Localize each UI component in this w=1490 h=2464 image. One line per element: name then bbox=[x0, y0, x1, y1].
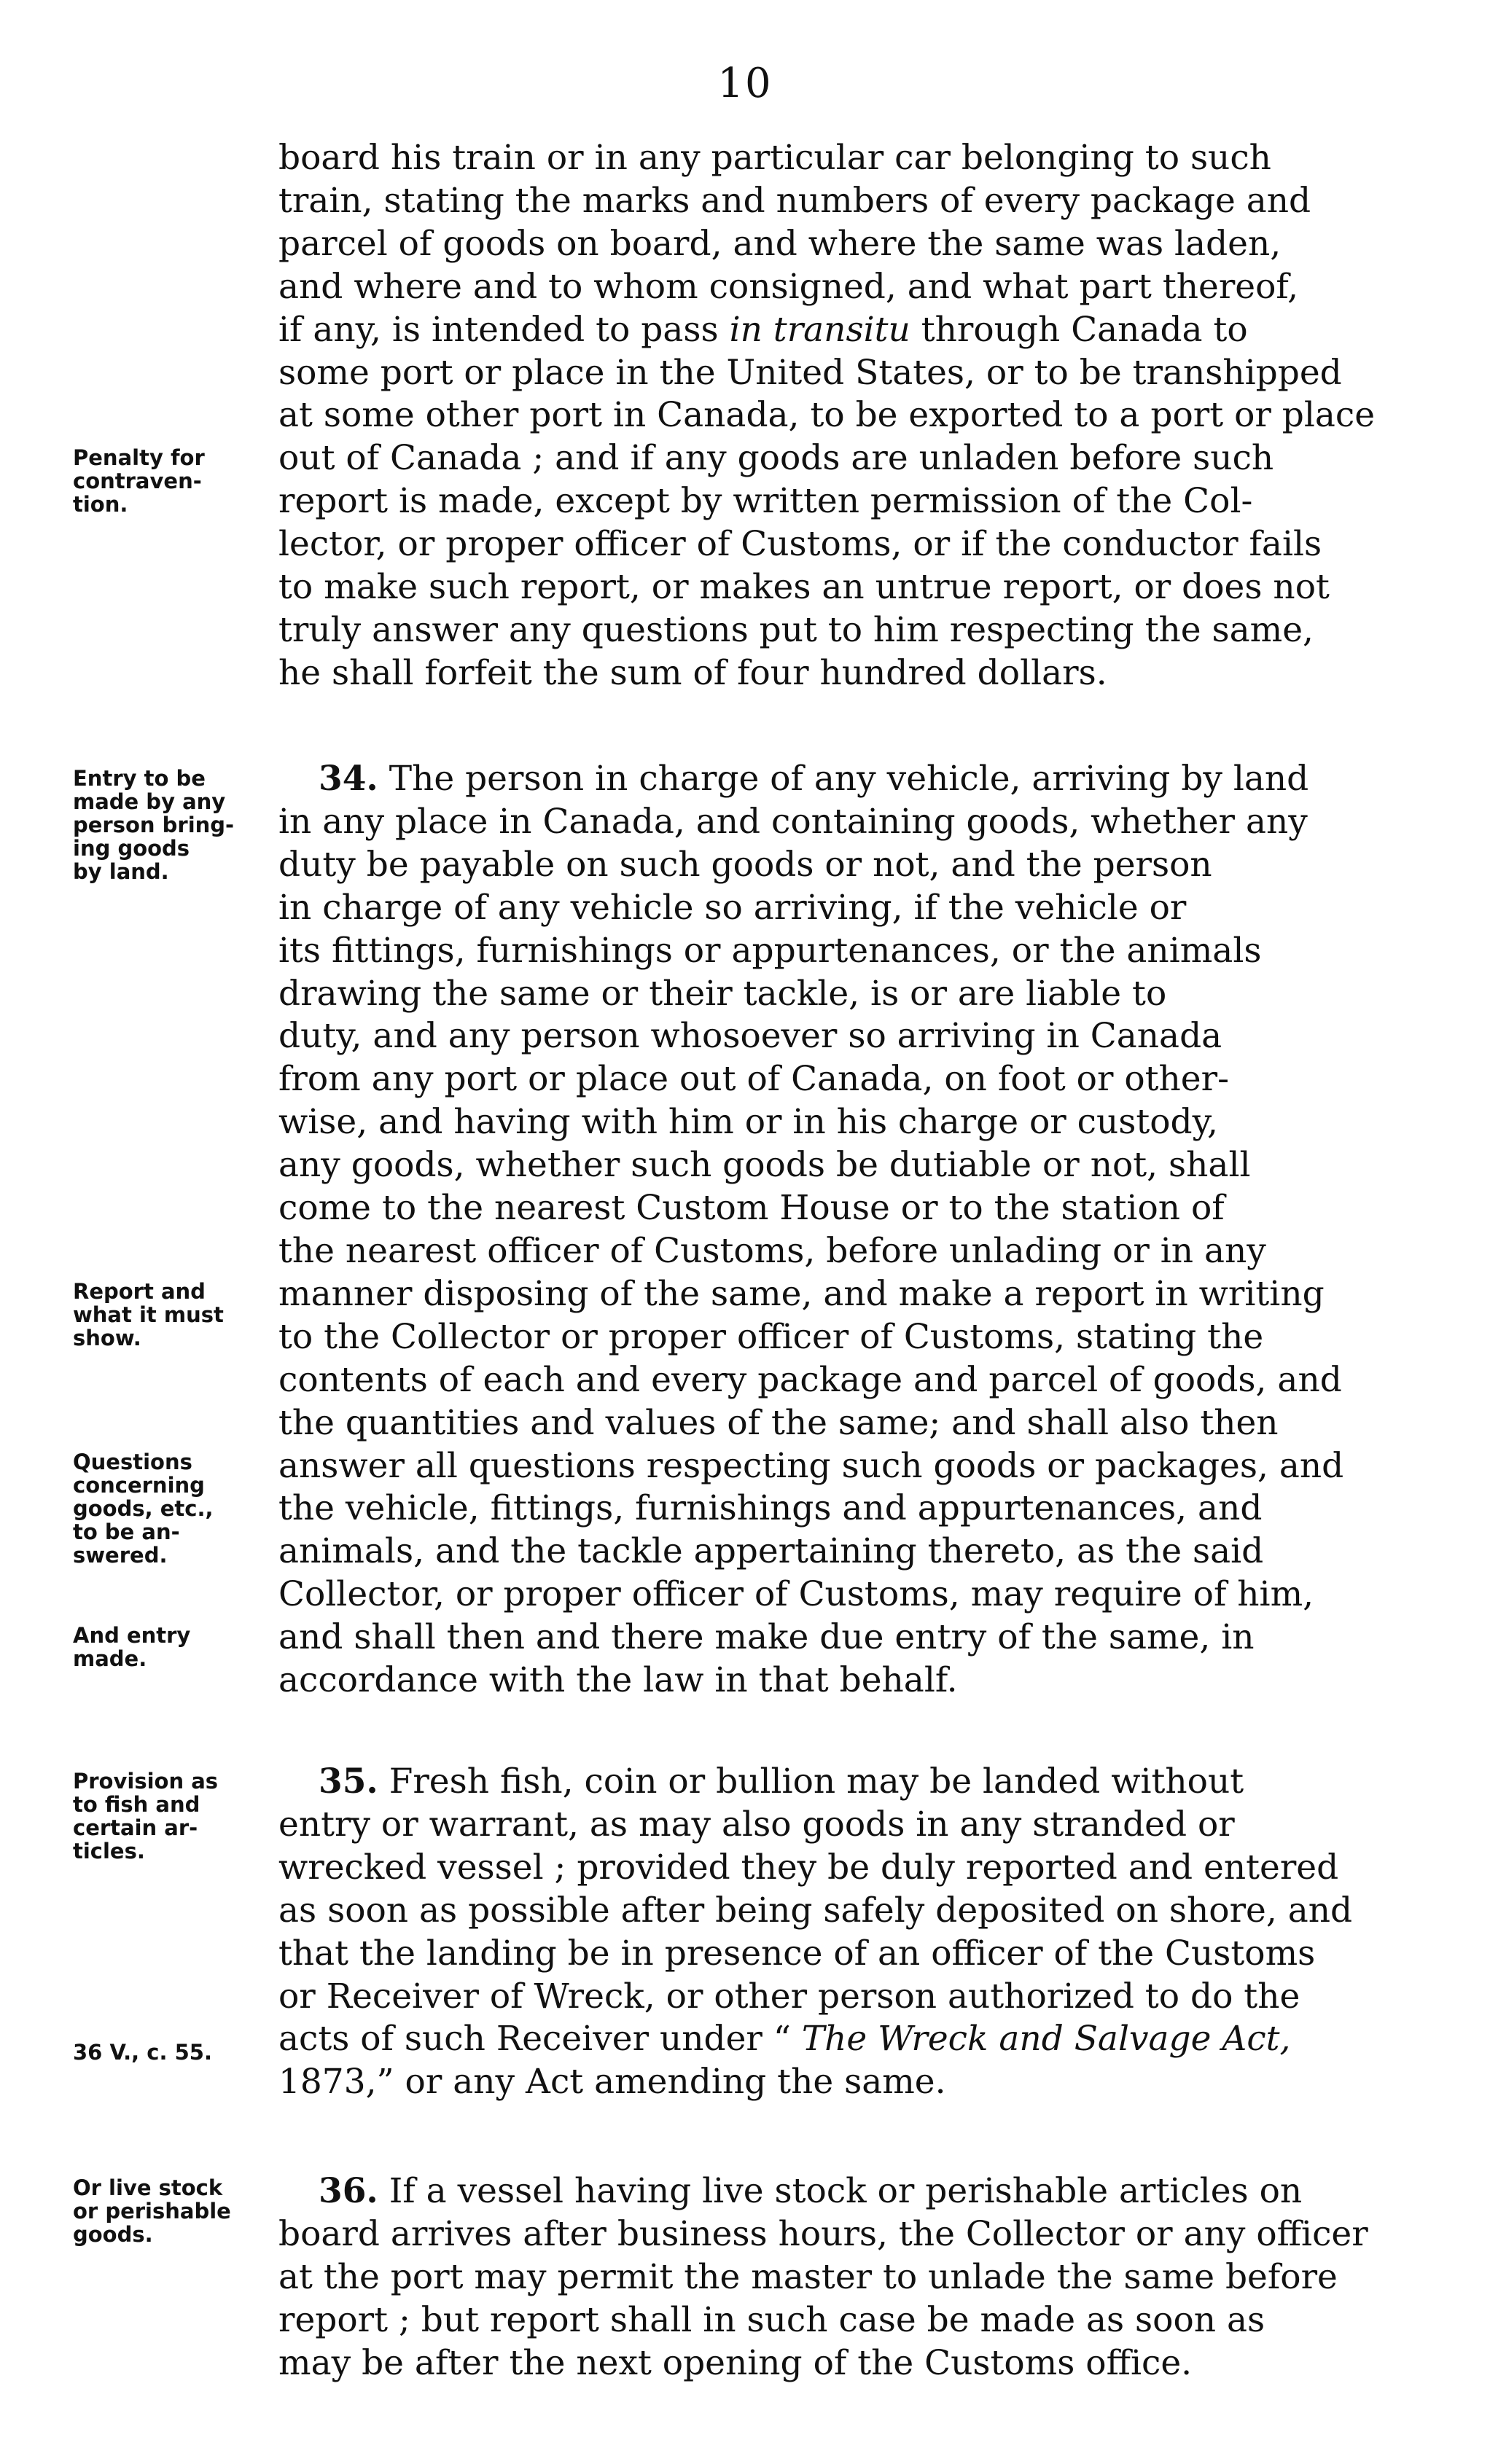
text-line: to the Collector or proper officer of Customs, stating the bbox=[278, 1316, 1264, 1357]
note-line: show. bbox=[73, 1326, 141, 1350]
marginal-note-report bbox=[73, 1280, 270, 1350]
text-line: report ; but report shall in such case be made as soon as bbox=[278, 2299, 1265, 2340]
text-line: the vehicle, fittings, furnishings and appurtenances, and bbox=[278, 1488, 1263, 1529]
marginal-note-questions bbox=[73, 1450, 270, 1567]
note-line: to fish and bbox=[73, 1792, 200, 1817]
section-34 bbox=[278, 758, 1423, 1702]
section-35 bbox=[278, 1761, 1423, 2104]
note-line: Penalty for bbox=[73, 445, 205, 470]
text-line: report is made, except by written permission of the Col- bbox=[278, 481, 1253, 522]
text-line: board arrives after business hours, the Collector or any officer bbox=[278, 2213, 1368, 2254]
text-line: at some other port in Canada, to be exported to a port or place bbox=[278, 395, 1376, 436]
text-fragment: If a vessel having live stock or perishable articles on bbox=[378, 2171, 1303, 2211]
text-line: drawing the same or their tackle, is or are liable to bbox=[278, 973, 1167, 1014]
text-line: and where and to whom consigned, and what part thereof, bbox=[278, 266, 1299, 307]
section-number: 36. bbox=[319, 2171, 378, 2211]
text-fragment: Fresh fish, coin or bullion may be landed without bbox=[378, 1761, 1244, 1802]
text-line: train, stating the marks and numbers of every package and bbox=[278, 180, 1311, 221]
note-line: to be an- bbox=[73, 1520, 180, 1544]
continuation-paragraph bbox=[278, 137, 1423, 695]
text-fragment: through Canada to bbox=[910, 309, 1248, 350]
text-line: and shall then and there make due entry of the same, in bbox=[278, 1617, 1255, 1658]
text-line: he shall forfeit the sum of four hundred dollars. bbox=[278, 652, 1107, 693]
text-line: any goods, whether such goods be dutiable or not, shall bbox=[278, 1145, 1251, 1186]
note-line: made. bbox=[73, 1646, 147, 1671]
text-line: in charge of any vehicle so arriving, if the vehicle or bbox=[278, 887, 1187, 928]
text-line: contents of each and every package and parcel of goods, and bbox=[278, 1359, 1342, 1400]
note-line: Report and bbox=[73, 1279, 206, 1304]
text-line: as soon as possible after being safely deposited on shore, and bbox=[278, 1890, 1353, 1931]
marginal-note-provision bbox=[73, 1769, 270, 1863]
text-line: animals, and the tackle appertaining thereto, as the said bbox=[278, 1531, 1264, 1572]
text-line: in any place in Canada, and containing goods, whether any bbox=[278, 801, 1308, 842]
text-line: wise, and having with him or in his charge or custody, bbox=[278, 1102, 1218, 1143]
text-line bbox=[278, 309, 1423, 352]
note-line: made by any bbox=[73, 789, 226, 814]
text-line: accordance with the law in that behalf. bbox=[278, 1660, 958, 1701]
text-line bbox=[278, 2018, 1423, 2061]
note-line: contraven- bbox=[73, 469, 202, 493]
text-line: parcel of goods on board, and where the same was laden, bbox=[278, 223, 1282, 264]
note-line: And entry bbox=[73, 1623, 191, 1648]
page-number: 10 bbox=[717, 60, 773, 107]
text-line: its fittings, furnishings or appurtenances, or the animals bbox=[278, 930, 1262, 971]
text-line: duty be payable on such goods or not, and the person bbox=[278, 844, 1212, 885]
text-fragment: The person in charge of any vehicle, arriving by land bbox=[378, 759, 1309, 799]
note-line: certain ar- bbox=[73, 1815, 198, 1840]
text-line bbox=[278, 2170, 1423, 2213]
text-line: manner disposing of the same, and make a report in writing bbox=[278, 1273, 1325, 1314]
note-line: Entry to be bbox=[73, 766, 206, 791]
text-line: answer all questions respecting such goods or packages, and bbox=[278, 1445, 1344, 1486]
text-line: come to the nearest Custom House or to the station of bbox=[278, 1188, 1225, 1229]
section-number: 34. bbox=[319, 759, 378, 799]
text-line: the quantities and values of the same; and shall also then bbox=[278, 1402, 1279, 1443]
text-line: entry or warrant, as may also goods in any stranded or bbox=[278, 1804, 1235, 1845]
note-line: ing goods bbox=[73, 836, 190, 861]
note-line: 36 V., c. 55. bbox=[73, 2040, 212, 2065]
text-line: may be after the next opening of the Customs office. bbox=[278, 2342, 1193, 2383]
note-line: goods, etc., bbox=[73, 1496, 214, 1521]
text-line: or Receiver of Wreck, or other person authorized to do the bbox=[278, 1976, 1300, 2017]
note-line: Questions bbox=[73, 1450, 192, 1474]
marginal-note-and-entry bbox=[73, 1624, 270, 1670]
note-line: person bring- bbox=[73, 813, 235, 837]
marginal-note-live-stock bbox=[73, 2176, 270, 2246]
note-line: Provision as bbox=[73, 1769, 219, 1794]
note-line: tion. bbox=[73, 492, 128, 517]
note-line: goods. bbox=[73, 2222, 153, 2247]
text-line: out of Canada ; and if any goods are unladen before such bbox=[278, 438, 1274, 479]
text-line bbox=[278, 1761, 1423, 1804]
note-line: or perishable bbox=[73, 2199, 231, 2224]
text-fragment: acts of such Receiver under “ bbox=[278, 2019, 802, 2060]
italic-phrase: in transitu bbox=[729, 309, 910, 350]
text-line bbox=[278, 758, 1423, 801]
act-title: The Wreck and Salvage Act, bbox=[801, 2019, 1291, 2060]
text-line: Collector, or proper officer of Customs, may require of him, bbox=[278, 1574, 1314, 1615]
text-line: wrecked vessel ; provided they be duly reported and entered bbox=[278, 1847, 1339, 1888]
text-line: board his train or in any particular car belonging to such bbox=[278, 138, 1271, 178]
text-line: at the port may permit the master to unlade the same before bbox=[278, 2256, 1338, 2297]
text-line: the nearest officer of Customs, before unlading or in any bbox=[278, 1230, 1266, 1271]
text-line: some port or place in the United States, or to be transhipped bbox=[278, 352, 1342, 393]
marginal-note-penalty bbox=[73, 446, 270, 516]
note-line: concerning bbox=[73, 1473, 205, 1498]
text-line: from any port or place out of Canada, on foot or other- bbox=[278, 1059, 1229, 1100]
note-line: ticles. bbox=[73, 1839, 145, 1863]
section-number: 35. bbox=[319, 1761, 378, 1802]
note-line: what it must bbox=[73, 1302, 224, 1327]
text-fragment: if any, is intended to pass bbox=[278, 309, 730, 350]
text-line: that the landing be in presence of an officer of the Customs bbox=[278, 1933, 1316, 1974]
section-36 bbox=[278, 2170, 1423, 2385]
note-line: Or live stock bbox=[73, 2175, 223, 2200]
note-line: by land. bbox=[73, 859, 169, 884]
text-line: truly answer any questions put to him respecting the same, bbox=[278, 609, 1314, 650]
text-line: duty, and any person whosoever so arriving in Canada bbox=[278, 1016, 1222, 1057]
text-line: to make such report, or makes an untrue report, or does not bbox=[278, 567, 1330, 608]
text-line: lector, or proper officer of Customs, or if the conductor fails bbox=[278, 524, 1322, 565]
marginal-note-entry-by-land bbox=[73, 767, 270, 883]
text-line: 1873,” or any Act amending the same. bbox=[278, 2062, 946, 2103]
note-line: swered. bbox=[73, 1543, 168, 1568]
marginal-note-statute bbox=[73, 2041, 270, 2064]
